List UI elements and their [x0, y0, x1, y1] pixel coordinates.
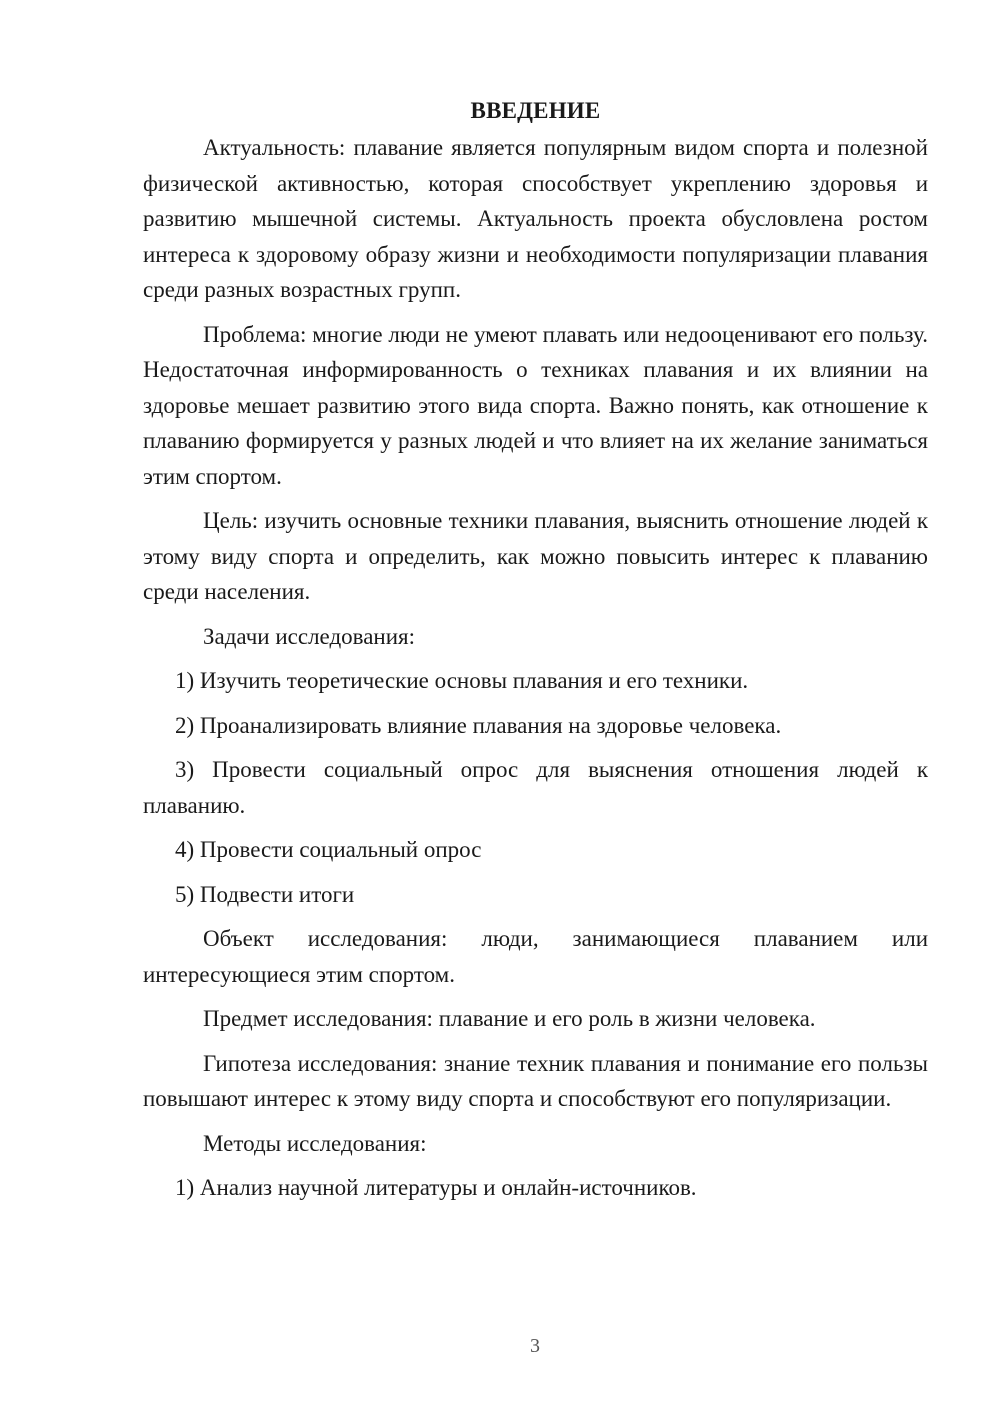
page-number: 3 [530, 1335, 540, 1357]
task-item-2: 2) Проанализировать влияние плавания на здоровье человека. [175, 712, 782, 738]
paragraph-problem: Проблема: многие люди не умеют плавать или недооценивают его пользу. Недостаточная информированность о техниках плавания и их влиянии на здоровье мешает развитию этого вида спорта. Важно понять, как отношение к плаванию формируется у разных людей и что влияет на их желание заниматься этим спортом. [143, 321, 928, 489]
tasks-heading: Задачи исследования: [203, 623, 416, 649]
paragraph-object: Объект исследования: люди, занимающиеся плаванием или интересующиеся этим спортом. [143, 926, 928, 987]
task-item-5: 5) Подвести итоги [175, 881, 355, 907]
method-item-1: 1) Анализ научной литературы и онлайн-источников. [175, 1175, 697, 1200]
paragraph-goal: Цель: изучить основные техники плавания, выяснить отношение людей к этому виду спорта и определить, как можно повысить интерес к плаванию среди населения. [143, 508, 928, 604]
task-item-4: 4) Провести социальный опрос [175, 837, 482, 862]
section-title: ВВЕДЕНИЕ [470, 98, 601, 123]
paragraph-relevance: Актуальность: плавание является популярным видом спорта и полезной физической активностью, которая способствует укреплению здоровья и развитию мышечной системы. Актуальность проекта обусловлена ростом интереса к здоровому образу жизни и необходимости популяризации плавания среди разных возрастных групп. [143, 135, 928, 302]
methods-heading: Методы исследования: [203, 1130, 427, 1156]
page-content [143, 96, 928, 1206]
paragraph-subject: Предмет исследования: плавание и его роль в жизни человека. [203, 1006, 816, 1031]
task-item-3: 3) Провести социальный опрос для выяснения отношения людей к плаванию. [143, 757, 928, 818]
paragraph-hypothesis: Гипотеза исследования: знание техник плавания и понимание его пользы повышают интерес к этому виду спорта и способствуют его популяризации. [143, 1050, 928, 1111]
task-item-1: 1) Изучить теоретические основы плавания и его техники. [175, 668, 749, 693]
